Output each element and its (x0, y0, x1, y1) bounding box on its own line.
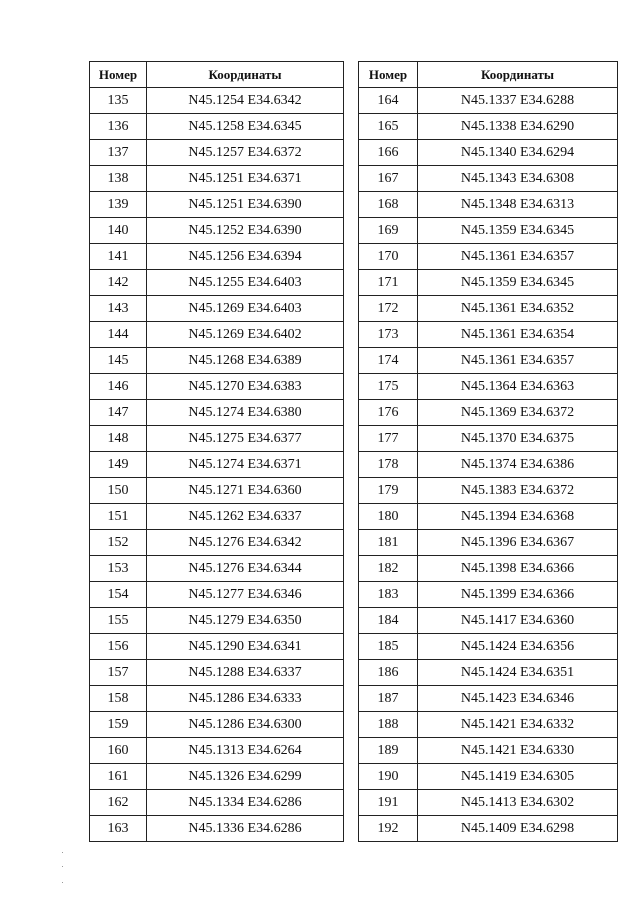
point-coordinates: N45.1369 E34.6372 (418, 400, 618, 426)
point-number: 181 (359, 530, 418, 556)
point-number: 192 (359, 816, 418, 842)
point-coordinates: N45.1258 E34.6345 (147, 114, 344, 140)
point-coordinates: N45.1421 E34.6332 (418, 712, 618, 738)
point-coordinates: N45.1268 E34.6389 (147, 348, 344, 374)
point-number: 152 (90, 530, 147, 556)
table-row (359, 556, 618, 582)
point-number: 150 (90, 478, 147, 504)
point-coordinates: N45.1359 E34.6345 (418, 270, 618, 296)
point-coordinates: N45.1255 E34.6403 (147, 270, 344, 296)
point-number: 163 (90, 816, 147, 842)
point-number: 147 (90, 400, 147, 426)
point-coordinates: N45.1364 E34.6363 (418, 374, 618, 400)
table-row (90, 582, 344, 608)
table-row (90, 270, 344, 296)
table-header-row (359, 62, 618, 88)
point-coordinates: N45.1409 E34.6298 (418, 816, 618, 842)
table-row (90, 686, 344, 712)
table-row (90, 556, 344, 582)
table-row (90, 530, 344, 556)
point-number: 149 (90, 452, 147, 478)
point-number: 185 (359, 634, 418, 660)
table-row (359, 634, 618, 660)
point-coordinates: N45.1277 E34.6346 (147, 582, 344, 608)
point-coordinates: N45.1269 E34.6402 (147, 322, 344, 348)
point-number: 154 (90, 582, 147, 608)
table-row (359, 88, 618, 114)
table-row (90, 426, 344, 452)
table-row (90, 504, 344, 530)
point-number: 175 (359, 374, 418, 400)
point-coordinates: N45.1399 E34.6366 (418, 582, 618, 608)
table-row (90, 114, 344, 140)
header-coordinates: Координаты (418, 62, 618, 88)
table-row (359, 712, 618, 738)
point-coordinates: N45.1279 E34.6350 (147, 608, 344, 634)
table-row (90, 712, 344, 738)
point-number: 176 (359, 400, 418, 426)
point-number: 144 (90, 322, 147, 348)
point-number: 182 (359, 556, 418, 582)
table-row (359, 790, 618, 816)
point-number: 143 (90, 296, 147, 322)
point-number: 155 (90, 608, 147, 634)
table-row (359, 270, 618, 296)
table-row (90, 88, 344, 114)
table-row (359, 452, 618, 478)
point-coordinates: N45.1274 E34.6371 (147, 452, 344, 478)
coordinates-table-left (89, 61, 344, 842)
point-coordinates: N45.1396 E34.6367 (418, 530, 618, 556)
table-row (359, 608, 618, 634)
point-number: 135 (90, 88, 147, 114)
table-row (359, 764, 618, 790)
scan-specks (62, 852, 66, 892)
speck (62, 852, 63, 853)
table-row (359, 426, 618, 452)
point-number: 139 (90, 192, 147, 218)
table-row (359, 140, 618, 166)
point-coordinates: N45.1251 E34.6390 (147, 192, 344, 218)
point-number: 153 (90, 556, 147, 582)
table-row (90, 764, 344, 790)
point-coordinates: N45.1394 E34.6368 (418, 504, 618, 530)
point-coordinates: N45.1348 E34.6313 (418, 192, 618, 218)
point-number: 161 (90, 764, 147, 790)
point-number: 188 (359, 712, 418, 738)
point-number: 180 (359, 504, 418, 530)
table-row (90, 374, 344, 400)
point-number: 160 (90, 738, 147, 764)
point-coordinates: N45.1288 E34.6337 (147, 660, 344, 686)
point-coordinates: N45.1274 E34.6380 (147, 400, 344, 426)
point-number: 191 (359, 790, 418, 816)
coordinates-table-right (358, 61, 618, 842)
table-row (359, 296, 618, 322)
table-row (359, 738, 618, 764)
point-number: 158 (90, 686, 147, 712)
point-coordinates: N45.1336 E34.6286 (147, 816, 344, 842)
table-row (359, 504, 618, 530)
point-number: 137 (90, 140, 147, 166)
point-number: 159 (90, 712, 147, 738)
point-number: 173 (359, 322, 418, 348)
point-coordinates: N45.1286 E34.6333 (147, 686, 344, 712)
table-row (359, 348, 618, 374)
point-coordinates: N45.1419 E34.6305 (418, 764, 618, 790)
table-row (359, 400, 618, 426)
point-coordinates: N45.1254 E34.6342 (147, 88, 344, 114)
point-coordinates: N45.1269 E34.6403 (147, 296, 344, 322)
table-body-right (359, 88, 618, 842)
point-coordinates: N45.1343 E34.6308 (418, 166, 618, 192)
point-number: 183 (359, 582, 418, 608)
point-number: 179 (359, 478, 418, 504)
point-coordinates: N45.1361 E34.6354 (418, 322, 618, 348)
point-number: 146 (90, 374, 147, 400)
point-coordinates: N45.1252 E34.6390 (147, 218, 344, 244)
point-number: 141 (90, 244, 147, 270)
point-number: 170 (359, 244, 418, 270)
table-row (90, 322, 344, 348)
point-number: 162 (90, 790, 147, 816)
point-coordinates: N45.1361 E34.6357 (418, 348, 618, 374)
point-coordinates: N45.1423 E34.6346 (418, 686, 618, 712)
point-coordinates: N45.1326 E34.6299 (147, 764, 344, 790)
table-row (359, 660, 618, 686)
point-coordinates: N45.1251 E34.6371 (147, 166, 344, 192)
table-row (359, 530, 618, 556)
table-row (90, 790, 344, 816)
point-number: 186 (359, 660, 418, 686)
table-row (90, 244, 344, 270)
point-coordinates: N45.1417 E34.6360 (418, 608, 618, 634)
table-row (359, 192, 618, 218)
point-coordinates: N45.1276 E34.6342 (147, 530, 344, 556)
point-coordinates: N45.1370 E34.6375 (418, 426, 618, 452)
point-coordinates: N45.1337 E34.6288 (418, 88, 618, 114)
table-row (90, 478, 344, 504)
point-number: 172 (359, 296, 418, 322)
point-number: 151 (90, 504, 147, 530)
table-row (359, 322, 618, 348)
table-row (90, 218, 344, 244)
point-number: 136 (90, 114, 147, 140)
point-number: 189 (359, 738, 418, 764)
table-row (90, 192, 344, 218)
point-number: 138 (90, 166, 147, 192)
point-coordinates: N45.1361 E34.6352 (418, 296, 618, 322)
table-row (90, 166, 344, 192)
point-coordinates: N45.1271 E34.6360 (147, 478, 344, 504)
point-number: 184 (359, 608, 418, 634)
table-row (359, 114, 618, 140)
table-row (359, 582, 618, 608)
table-row (359, 374, 618, 400)
table-body-left (90, 88, 344, 842)
table-row (90, 608, 344, 634)
point-number: 157 (90, 660, 147, 686)
table-row (359, 218, 618, 244)
point-number: 177 (359, 426, 418, 452)
point-number: 168 (359, 192, 418, 218)
point-number: 156 (90, 634, 147, 660)
point-coordinates: N45.1257 E34.6372 (147, 140, 344, 166)
point-number: 167 (359, 166, 418, 192)
point-coordinates: N45.1340 E34.6294 (418, 140, 618, 166)
header-number: Номер (359, 62, 418, 88)
point-coordinates: N45.1413 E34.6302 (418, 790, 618, 816)
table-row (359, 686, 618, 712)
table-row (90, 660, 344, 686)
table-row (90, 634, 344, 660)
table-row (90, 296, 344, 322)
point-coordinates: N45.1338 E34.6290 (418, 114, 618, 140)
point-coordinates: N45.1334 E34.6286 (147, 790, 344, 816)
table-row (90, 816, 344, 842)
table-row (90, 738, 344, 764)
point-coordinates: N45.1383 E34.6372 (418, 478, 618, 504)
point-coordinates: N45.1374 E34.6386 (418, 452, 618, 478)
point-coordinates: N45.1270 E34.6383 (147, 374, 344, 400)
point-number: 164 (359, 88, 418, 114)
table-row (90, 452, 344, 478)
point-number: 187 (359, 686, 418, 712)
speck (62, 882, 63, 883)
point-coordinates: N45.1398 E34.6366 (418, 556, 618, 582)
point-coordinates: N45.1421 E34.6330 (418, 738, 618, 764)
point-coordinates: N45.1286 E34.6300 (147, 712, 344, 738)
table-row (90, 140, 344, 166)
point-number: 142 (90, 270, 147, 296)
point-coordinates: N45.1276 E34.6344 (147, 556, 344, 582)
point-coordinates: N45.1262 E34.6337 (147, 504, 344, 530)
point-coordinates: N45.1359 E34.6345 (418, 218, 618, 244)
point-number: 140 (90, 218, 147, 244)
point-number: 166 (359, 140, 418, 166)
point-number: 190 (359, 764, 418, 790)
header-number: Номер (90, 62, 147, 88)
point-number: 148 (90, 426, 147, 452)
table-row (359, 816, 618, 842)
table-row (359, 166, 618, 192)
table-row (359, 478, 618, 504)
point-coordinates: N45.1361 E34.6357 (418, 244, 618, 270)
point-number: 145 (90, 348, 147, 374)
speck (62, 866, 63, 867)
point-number: 169 (359, 218, 418, 244)
point-number: 171 (359, 270, 418, 296)
table-row (90, 348, 344, 374)
point-coordinates: N45.1256 E34.6394 (147, 244, 344, 270)
point-number: 165 (359, 114, 418, 140)
point-coordinates: N45.1275 E34.6377 (147, 426, 344, 452)
header-coordinates: Координаты (147, 62, 344, 88)
point-coordinates: N45.1424 E34.6356 (418, 634, 618, 660)
table-header-row (90, 62, 344, 88)
point-coordinates: N45.1290 E34.6341 (147, 634, 344, 660)
point-number: 174 (359, 348, 418, 374)
point-coordinates: N45.1313 E34.6264 (147, 738, 344, 764)
point-coordinates: N45.1424 E34.6351 (418, 660, 618, 686)
table-row (90, 400, 344, 426)
table-row (359, 244, 618, 270)
point-number: 178 (359, 452, 418, 478)
